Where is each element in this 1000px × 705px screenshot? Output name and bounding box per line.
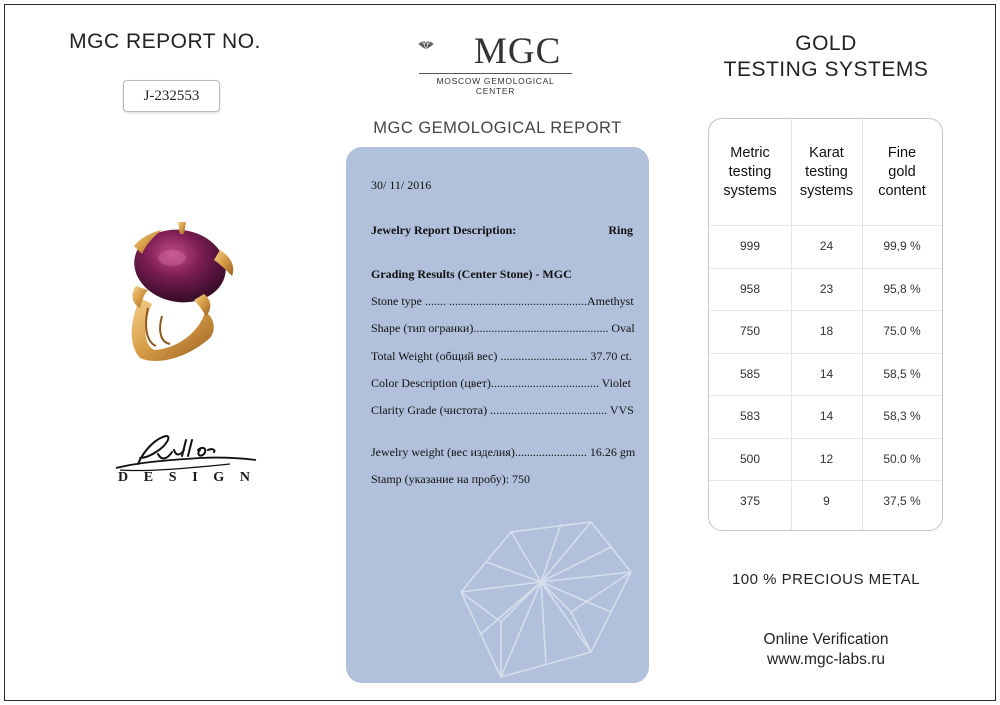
table-cell: 50.0 % — [883, 451, 921, 466]
header-metric: Metric testing systems — [723, 144, 777, 199]
header-karat: Karat testing systems — [799, 144, 854, 199]
clarity-row: Clarity Grade (чистота) ....................................... VVS — [371, 403, 634, 417]
ring-image — [100, 220, 250, 365]
stone-type-row: Stone type ....... ..............................................Amethyst — [371, 294, 634, 308]
table-cell: 23 — [819, 281, 834, 296]
gold-testing-title: GOLD TESTING SYSTEMS — [723, 32, 929, 81]
mgc-logo-subtitle: MOSCOW GEMOLOGICAL CENTER — [419, 73, 572, 96]
gold-testing-table — [708, 118, 943, 531]
online-verification-label: Online Verification — [763, 631, 889, 648]
table-cell: 12 — [819, 451, 834, 466]
table-cell: 958 — [739, 281, 761, 296]
jewelry-description-label: Jewelry Report Description: — [371, 223, 517, 237]
mgc-logo-text: MGC — [474, 31, 562, 72]
color-row: Color Description (цвет).................................... Violet — [371, 376, 631, 390]
designer-wordmark: D E S I G N — [118, 470, 250, 485]
diamond-icon — [416, 30, 476, 70]
report-date: 30/ 11/ 2016 — [371, 178, 432, 192]
precious-metal-note: 100 % PRECIOUS METAL — [731, 571, 921, 588]
table-cell: 99,9 % — [883, 239, 921, 254]
table-cell: 14 — [819, 409, 834, 424]
jewelry-description-row — [371, 223, 633, 238]
table-cell: 18 — [819, 324, 834, 339]
table-cell: 585 — [739, 366, 761, 381]
diamond-watermark-icon — [441, 502, 641, 682]
table-cell: 9 — [823, 494, 830, 509]
table-cell: 375 — [739, 494, 761, 509]
table-cell: 14 — [819, 366, 834, 381]
table-cell: 999 — [739, 239, 761, 254]
report-number: J-232553 — [123, 80, 220, 112]
stamp-row: Stamp (указание на пробу): 750 — [371, 472, 531, 486]
table-cell: 500 — [739, 451, 761, 466]
table-cell: 75.0 % — [883, 324, 921, 339]
jewelry-description-value: Ring — [608, 223, 633, 237]
table-cell: 58,5 % — [883, 366, 921, 381]
table-cell: 750 — [739, 324, 761, 339]
total-weight-row: Total Weight (общий вес) ............................. 37.70 ct. — [371, 349, 633, 363]
table-cell: 24 — [819, 239, 834, 254]
table-cell: 58,3 % — [883, 409, 921, 424]
report-heading: MGC GEMOLOGICAL REPORT — [373, 119, 622, 137]
table-cell: 583 — [739, 409, 761, 424]
report-panel — [346, 147, 649, 683]
report-no-title: MGC REPORT NO. — [69, 30, 261, 53]
header-fine-gold: Fine gold content — [878, 144, 926, 199]
grading-heading: Grading Results (Center Stone) - MGC — [371, 267, 572, 281]
table-cell: 95,8 % — [883, 281, 921, 296]
jewelry-weight-row: Jewelry weight (вес изделия)........................ 16.26 gm — [371, 445, 636, 459]
shape-row: Shape (тип огранки)............................................. Oval — [371, 321, 635, 335]
table-cell: 37,5 % — [883, 494, 921, 509]
verification-url[interactable]: www.mgc-labs.ru — [767, 651, 885, 668]
